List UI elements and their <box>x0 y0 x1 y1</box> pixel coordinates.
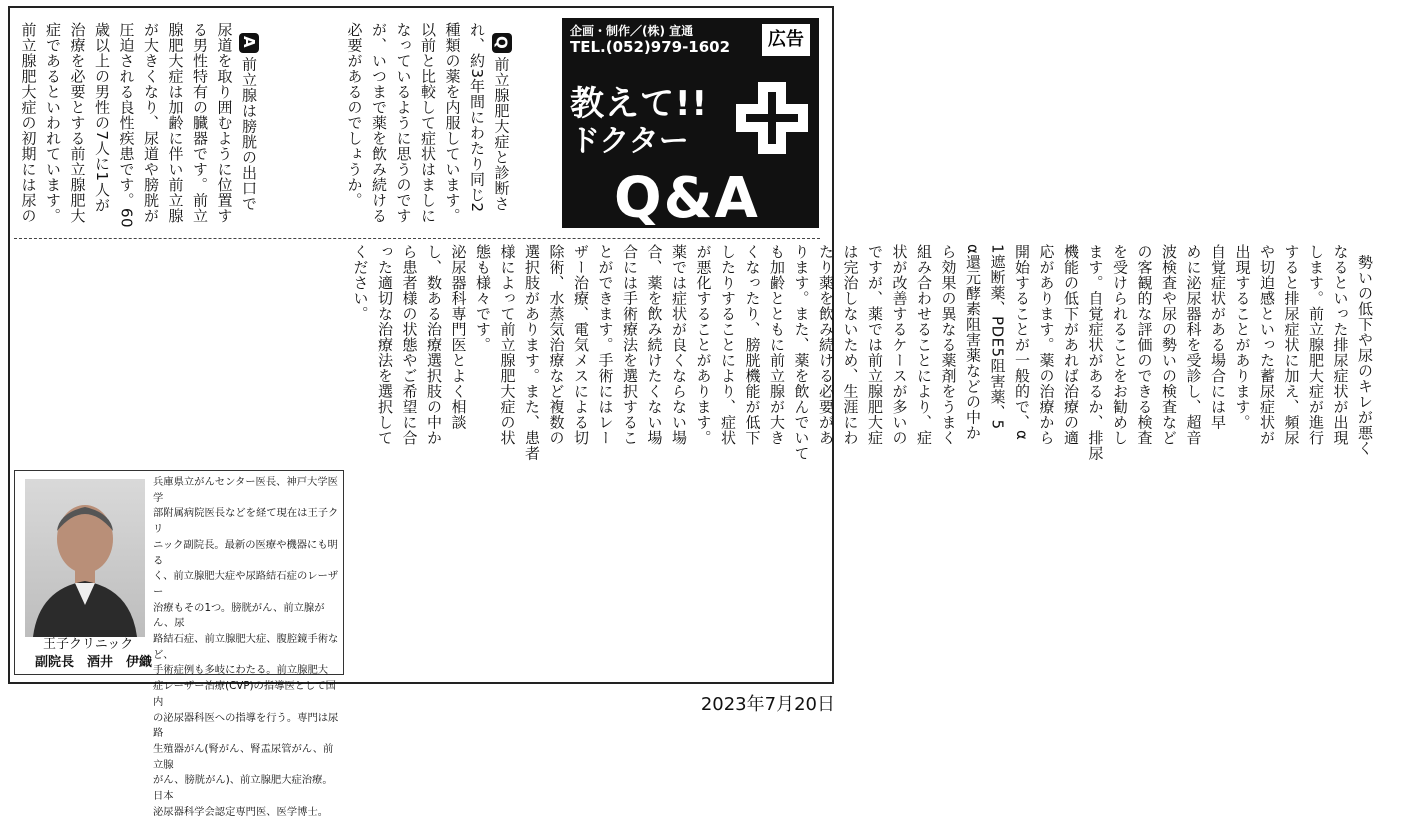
question-text: 前立腺肥大症と診断さ れ、約3年間にわたり同じ2 種類の薬を内服しています。 以前と比較して症状はましに なっているように思うのです が、いつまで薬を飲み続ける 必要があるのでしょうか。 <box>345 22 511 224</box>
phone-number: TEL.(052)979-1602 <box>570 38 731 56</box>
section-divider <box>14 238 820 239</box>
bio-line: がん、膀胱がん)、前立腺肥大症治療。日本 <box>153 774 333 803</box>
answer-upper-text: 前立腺は膀胱の出口で 尿道を取り囲むように位置す る男性特有の臓器です。前立 腺肥大症は加齢に伴い前立腺 が大きくなり、尿道や膀胱が 圧迫される良性疾患です。60 歳以上の男性の7人に1人が 治療を必要とする前立腺肥大 症であるといわれています。 前立腺肥大症の初期には尿の <box>19 22 258 229</box>
title-line2: ドクター <box>570 124 689 159</box>
bio-line: 治療もその1つ。膀胱がん、前立腺がん、尿 <box>153 601 325 630</box>
title-block <box>562 18 819 231</box>
bio-line: 泌尿器科学会認定専門医、医学博士。 <box>153 805 329 818</box>
doctor-fullname: 酒井 伊織 <box>87 655 153 670</box>
question-block <box>342 22 538 234</box>
answer-lower-right-text: 勢いの低下や尿のキレが悪く なるといった排尿症状が出現 します。前立腺肥大症が進行 すると排尿症状に加え、頻尿 や切迫感といった蓄尿症状が 出現することがあります。 自覚症状がある場合には早 めに泌尿器科を受診し、超音 波検査や尿の勢いの検査など の客観的な評価のできる検査 を受けられることをお勧めし ます。自覚症状があるか、排尿 機能の低下があれば治療の適 応があります。薬の治療から 開始することが一般的で、α 1遮断薬、PDE5阻害薬、5 α還元酵素阻害薬などの中か ら効果の異なる薬剤をうまく 組み合わせることにより、症 状が改善するケースが多いの ですが、薬では前立腺肥大症 は完治しないため、生涯にわ たり薬を飲み続ける必要があ ります。また、薬を飲んでいて も加齢とともに前立腺が大き くなったり、膀胱機能が低下 したりすることにより、症状 が悪化することがあります。 薬では症状が良くならない場 合、薬を飲み続けたくない場 合には手術療法を選択するこ とができます。手術にはレー ザー治療、電気メスによる切 除術、水蒸気治療など複数の 選択肢があります。また、患者 様によって前立腺肥大症の状 態も様々です。 泌尿器科専門医とよく相談 し、数ある治療選択肢の中か ら患者様の状態やご希望に合 った適切な治療法を選択して ください。 <box>351 244 1374 461</box>
bio-line: 生殖器がん(腎がん、腎盂尿管がん、前立腺 <box>153 742 334 771</box>
bio-line: 症レーザー治療(CVP)の指導医として国内 <box>153 680 336 708</box>
answer-badge: A <box>239 33 259 53</box>
question-badge: Q <box>492 33 512 53</box>
answer-upper-block <box>16 22 286 234</box>
bio-line: 兵庫県立がんセンター医長、神戸大学医学 <box>153 476 338 504</box>
doctor-bio <box>153 475 341 820</box>
answer-lower-right-block <box>348 244 1402 672</box>
qa-logo: Q&A <box>614 166 760 231</box>
doctor-portrait-icon <box>25 479 145 637</box>
bio-line: く、前立腺肥大症や尿路結石症のレーザー <box>153 570 339 598</box>
bio-line: 部附属病院医長などを経て現在は王子クリ <box>153 507 339 536</box>
clinic-name: 王子クリニック <box>43 637 134 652</box>
publish-date: 2023年7月20日 <box>700 694 835 715</box>
bio-line: 路結石症、前立腺肥大症、腹腔鏡手術など、 <box>153 633 339 661</box>
doctor-name <box>35 651 152 670</box>
doctor-photo <box>25 479 145 637</box>
doctor-profile <box>14 470 344 818</box>
doctor-title: 副院長 <box>35 655 75 670</box>
credit-text: 企画・制作／(株) 宣通 <box>570 24 694 38</box>
bio-line: 手術症例も多岐にわたる。前立腺肥大 <box>153 664 329 677</box>
bio-line: ニック副院長。最新の医療や機器にも明る <box>153 538 338 567</box>
ad-label: 広告 <box>762 24 810 56</box>
medical-cross-icon <box>732 78 812 158</box>
title-line1: 教えて!! <box>570 84 709 124</box>
bio-line: の泌尿器科医への指導を行う。専門は尿路 <box>153 711 339 740</box>
